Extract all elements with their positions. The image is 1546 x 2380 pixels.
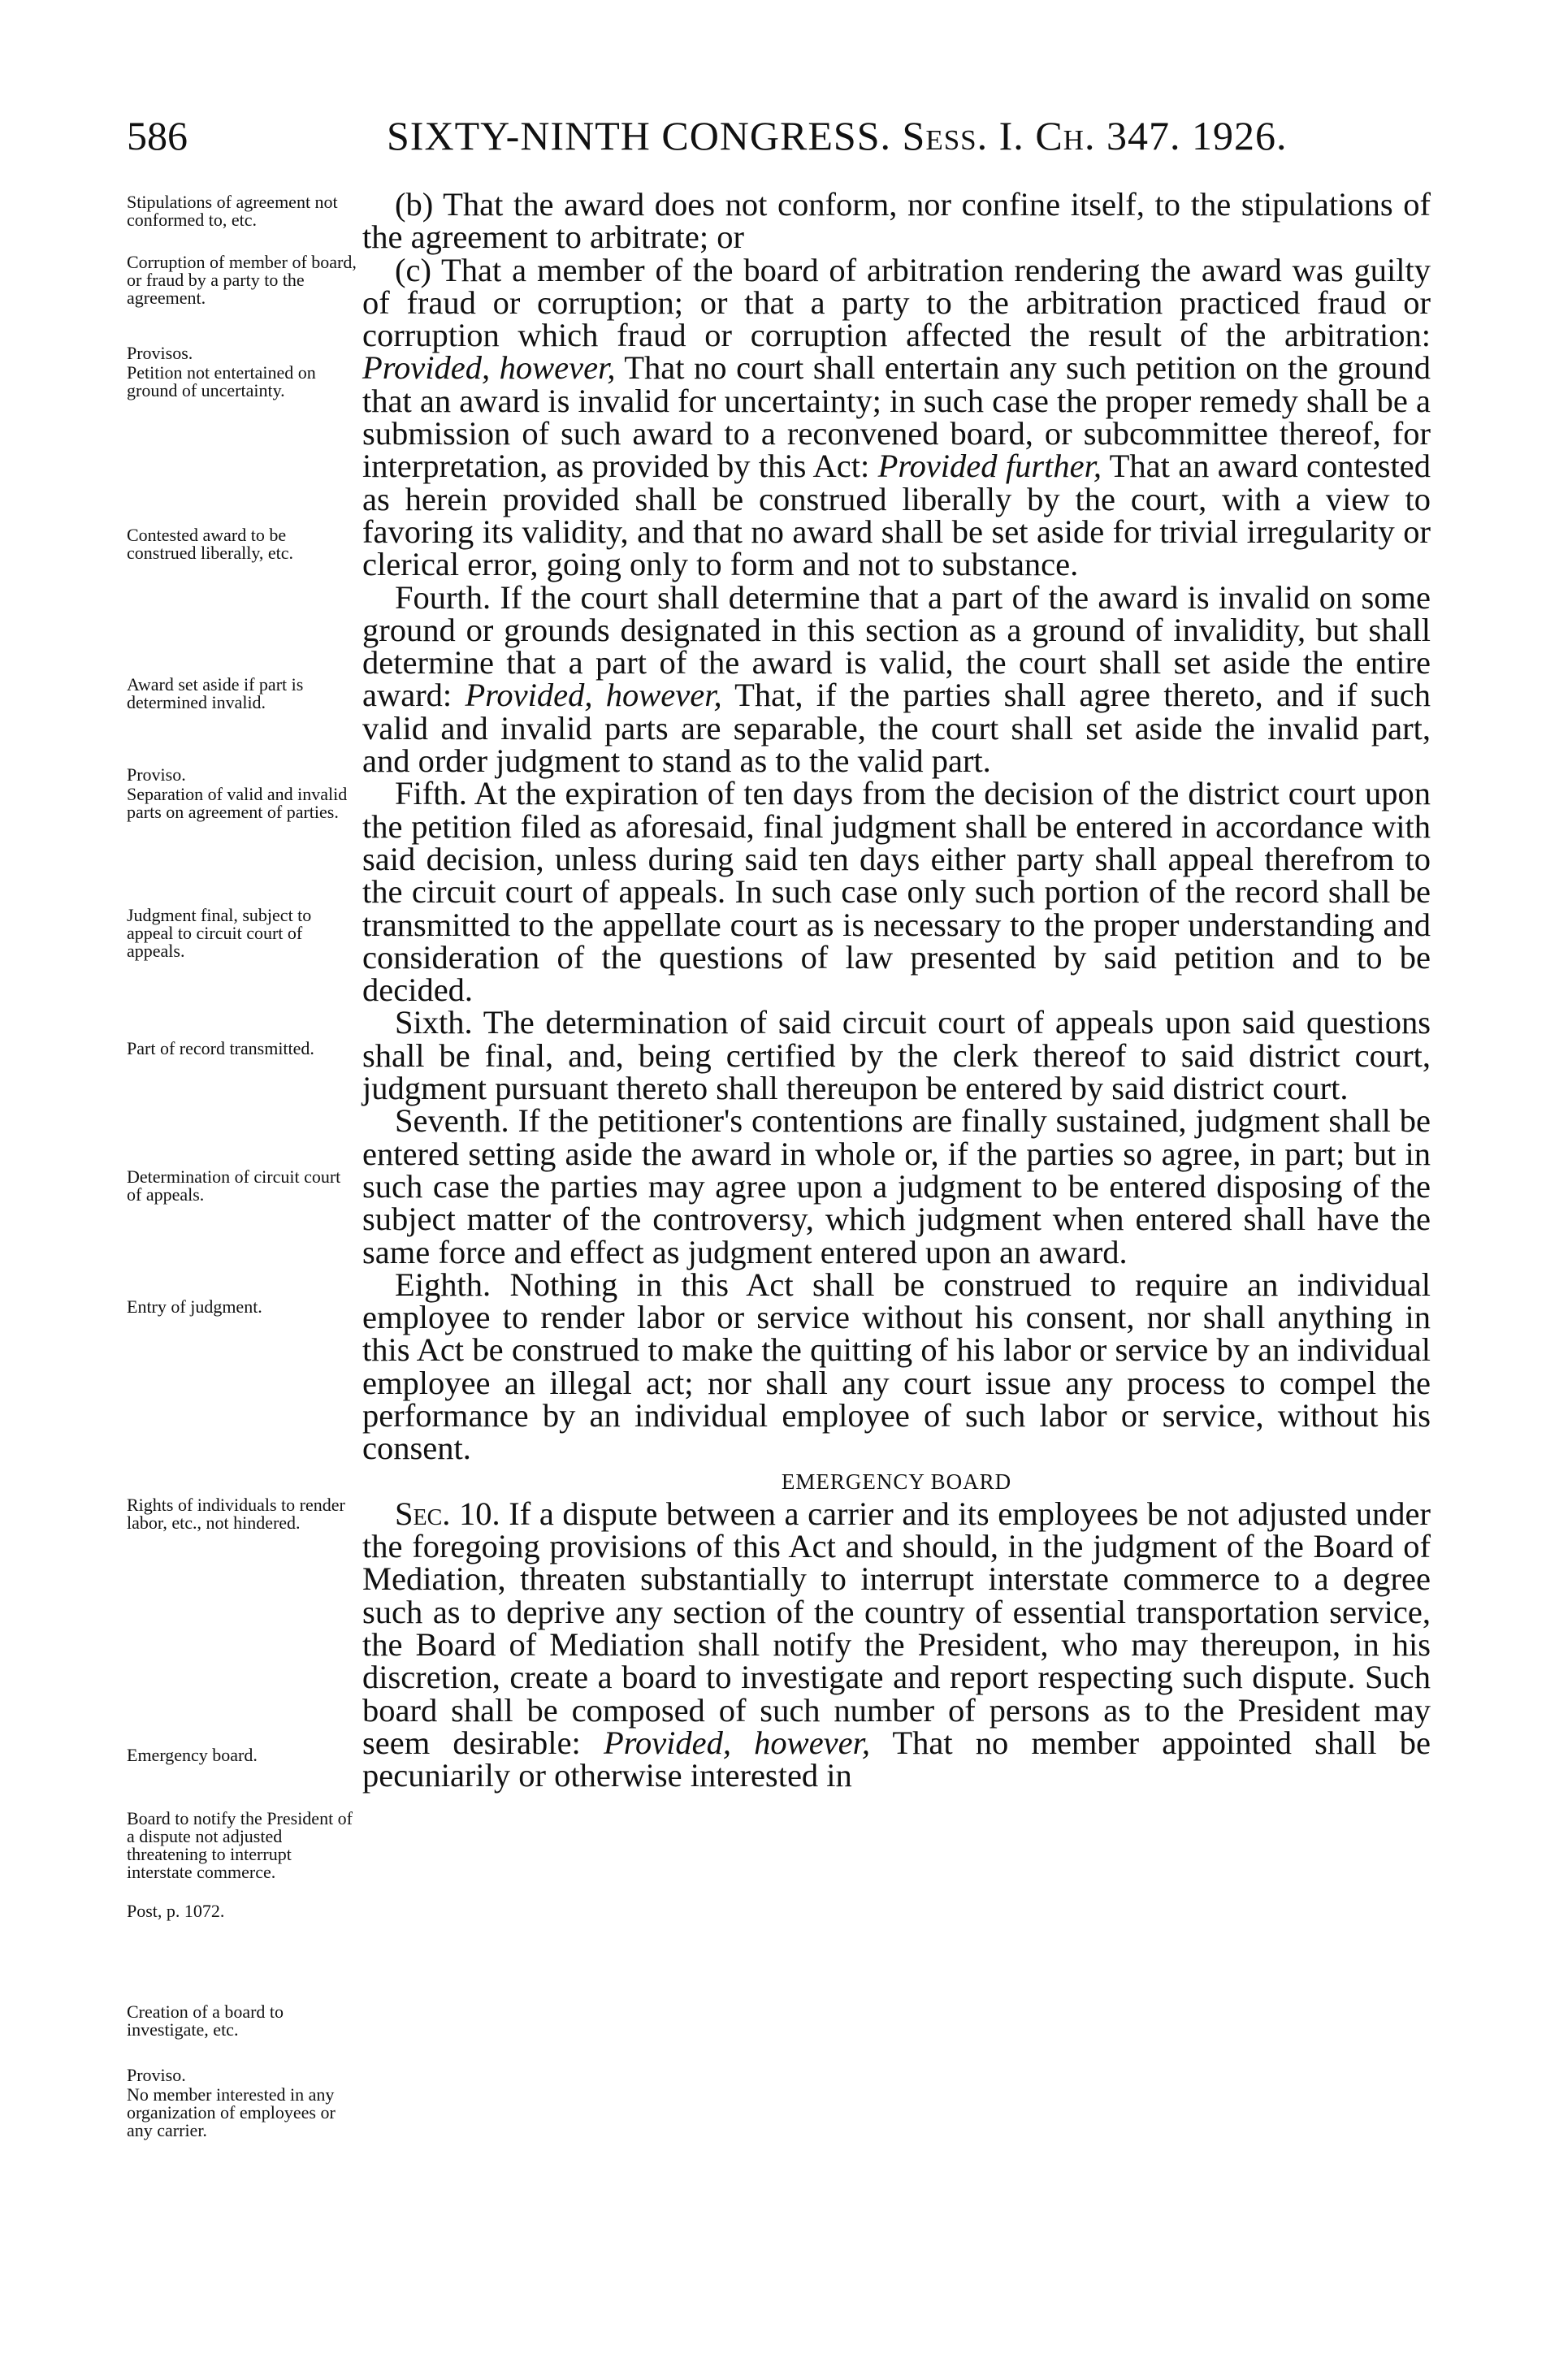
paragraph-sec10-text-2: That no member appointed shall be pecuniarily or otherwise interested in — [362, 1724, 1431, 1794]
title-congress: SIXTY-NINTH CONGRESS. — [387, 113, 892, 158]
title-chapter: Ch. 347. — [1035, 113, 1181, 158]
paragraph-fourth-text-2: That, if the parties shall agree thereto, and if such valid and invalid parts are separable, the court shall set aside the invalid part, and order judgment to stand as to the valid part. — [362, 677, 1431, 780]
title-session: Sess. I. — [902, 113, 1024, 158]
margin-note-stipulations: Stipulations of agreement not conformed to, etc. — [127, 192, 338, 230]
running-header — [127, 112, 1427, 161]
paragraph-eighth: Eighth. Nothing in this Act shall be construed to require an individual employee to render labor or service without his consent, nor shall anything in this Act be construed to make the quitting of his labor or service by an individual employee an illegal act; nor shall any court issue any process to compel the performance by an individual employee of such labor or service, without his consent. — [362, 1266, 1431, 1467]
paragraph-c — [362, 251, 1431, 583]
margin-note-corruption: Corruption of member of board, or fraud by a party to the agreement. — [127, 252, 357, 308]
margin-note-petition: Petition not entertained on ground of uncertainty. — [127, 362, 316, 400]
margin-note-proviso-label-1: Proviso. — [127, 764, 186, 785]
margin-note-board-notify: Board to notify the President of a dispute not adjusted threatening to interrupt interstate commerce. — [127, 1808, 353, 1882]
paragraph-sec10 — [362, 1495, 1431, 1794]
title-year: 1926. — [1191, 113, 1288, 158]
margin-note-entry: Entry of judgment. — [127, 1296, 262, 1317]
paragraph-b: (b) That the award does not conform, nor confine itself, to the stipulations of the agreement to arbitrate; or — [362, 186, 1431, 256]
running-title — [387, 112, 1287, 159]
paragraph-c-text-2: That no court shall entertain any such petition on the ground that an award is invalid for uncertainty; in such case the proper remedy shall be a submission of such award to a reconvened board, or subcommittee thereof, for interpretation, as provided by this Act: — [362, 349, 1431, 485]
paragraph-fourth — [362, 578, 1431, 780]
paragraph-sec10-text-1: If a dispute between a carrier and its employees be not adjusted under the foregoing provisions of this Act and should, in the judgment of the Board of Mediation, threaten substantially to interrupt interstate commerce to a degree such as to deprive any section of the country of essential transportation service, the Board of Mediation shall notify the President, who may thereupon, in his discretion, create a board to investigate and report respecting such dispute. Such board shall be composed of such number of persons as to the President may seem desirable: — [362, 1495, 1431, 1761]
paragraph-c-text-1: (c) That a member of the board of arbitration rendering the award was guilty of fraud or corruption; or that a party to the arbitration practiced fraud or corruption which fraud or corruption affected the result of the arbitration: — [362, 251, 1431, 354]
margin-note-award-set-aside: Award set aside if part is determined invalid. — [127, 674, 304, 712]
margin-note-judgment-final: Judgment final, subject to appeal to circuit court of appeals. — [127, 905, 312, 961]
paragraph-c-text-3: That an award contested as herein provided shall be construed liberally by the court, with a view to favoring its validity, and that no award shall be set aside for trivial irregularity or clerical error, going only to form and not to substance. — [362, 448, 1431, 583]
margin-note-separation: Separation of valid and invalid parts on agreement of parties. — [127, 784, 348, 822]
proviso-phrase: Provided, however, — [465, 677, 722, 714]
margin-note-post-ref: Post, p. 1072. — [127, 1901, 225, 1921]
section-label: Sec. 10. — [395, 1495, 500, 1532]
proviso-phrase: Provided, however, — [603, 1724, 871, 1761]
margin-note-part-of-record: Part of record transmitted. — [127, 1038, 314, 1058]
margin-note-rights: Rights of individuals to render labor, etc., not hindered. — [127, 1495, 345, 1533]
proviso-phrase: Provided, however, — [362, 349, 616, 387]
section-heading: EMERGENCY BOARD — [781, 1469, 1012, 1494]
page-number: 586 — [127, 113, 188, 158]
paragraph-seventh: Seventh. If the petitioner's contentions are finally sustained, judgment shall be entered setting aside the award in whole or, if the parties so agree, in part; but in such case the parties may agree upon a judgment to be entered disposing of the subject matter of the controversy, which judgment when entered shall have the same force and effect as judgment entered upon an award. — [362, 1102, 1431, 1270]
margin-note-determination: Determination of circuit court of appeals. — [127, 1166, 341, 1205]
paragraph-sixth: Sixth. The determination of said circuit court of appeals upon said questions shall be final, and, being certified by the clerk thereof to said district court, judgment pursuant thereto shall thereupon be entered by said district court. — [362, 1004, 1431, 1107]
main-text — [362, 188, 1431, 1793]
paragraph-fifth: Fifth. At the expiration of ten days from the decision of the district court upon the petition filed as aforesaid, final judgment shall be entered in accordance with said decision, unless during said ten days either party shall appeal therefrom to the circuit court of appeals. In such case only such portion of the record shall be transmitted to the appellate court as is necessary to the proper understanding and consideration of the questions of law presented by said petition and to be decided. — [362, 775, 1431, 1009]
margin-note-proviso-label-2: Proviso. — [127, 2065, 186, 2085]
margin-note-provisos-label: Provisos. — [127, 343, 193, 363]
margin-note-contested: Contested award to be construed liberally, etc. — [127, 525, 294, 563]
proviso-phrase: Provided further, — [877, 448, 1102, 485]
margin-note-no-member: No member interested in any organization of employees or any carrier. — [127, 2084, 336, 2140]
margin-note-emergency: Emergency board. — [127, 1745, 258, 1765]
paragraph-fourth-text-1: Fourth. If the court shall determine that a part of the award is invalid on some ground or grounds designated in this section as a ground of invalidity, but shall determine that a part of the award is valid, the court shall set aside the entire award: — [362, 578, 1431, 714]
margin-note-creation: Creation of a board to investigate, etc. — [127, 2001, 284, 2040]
